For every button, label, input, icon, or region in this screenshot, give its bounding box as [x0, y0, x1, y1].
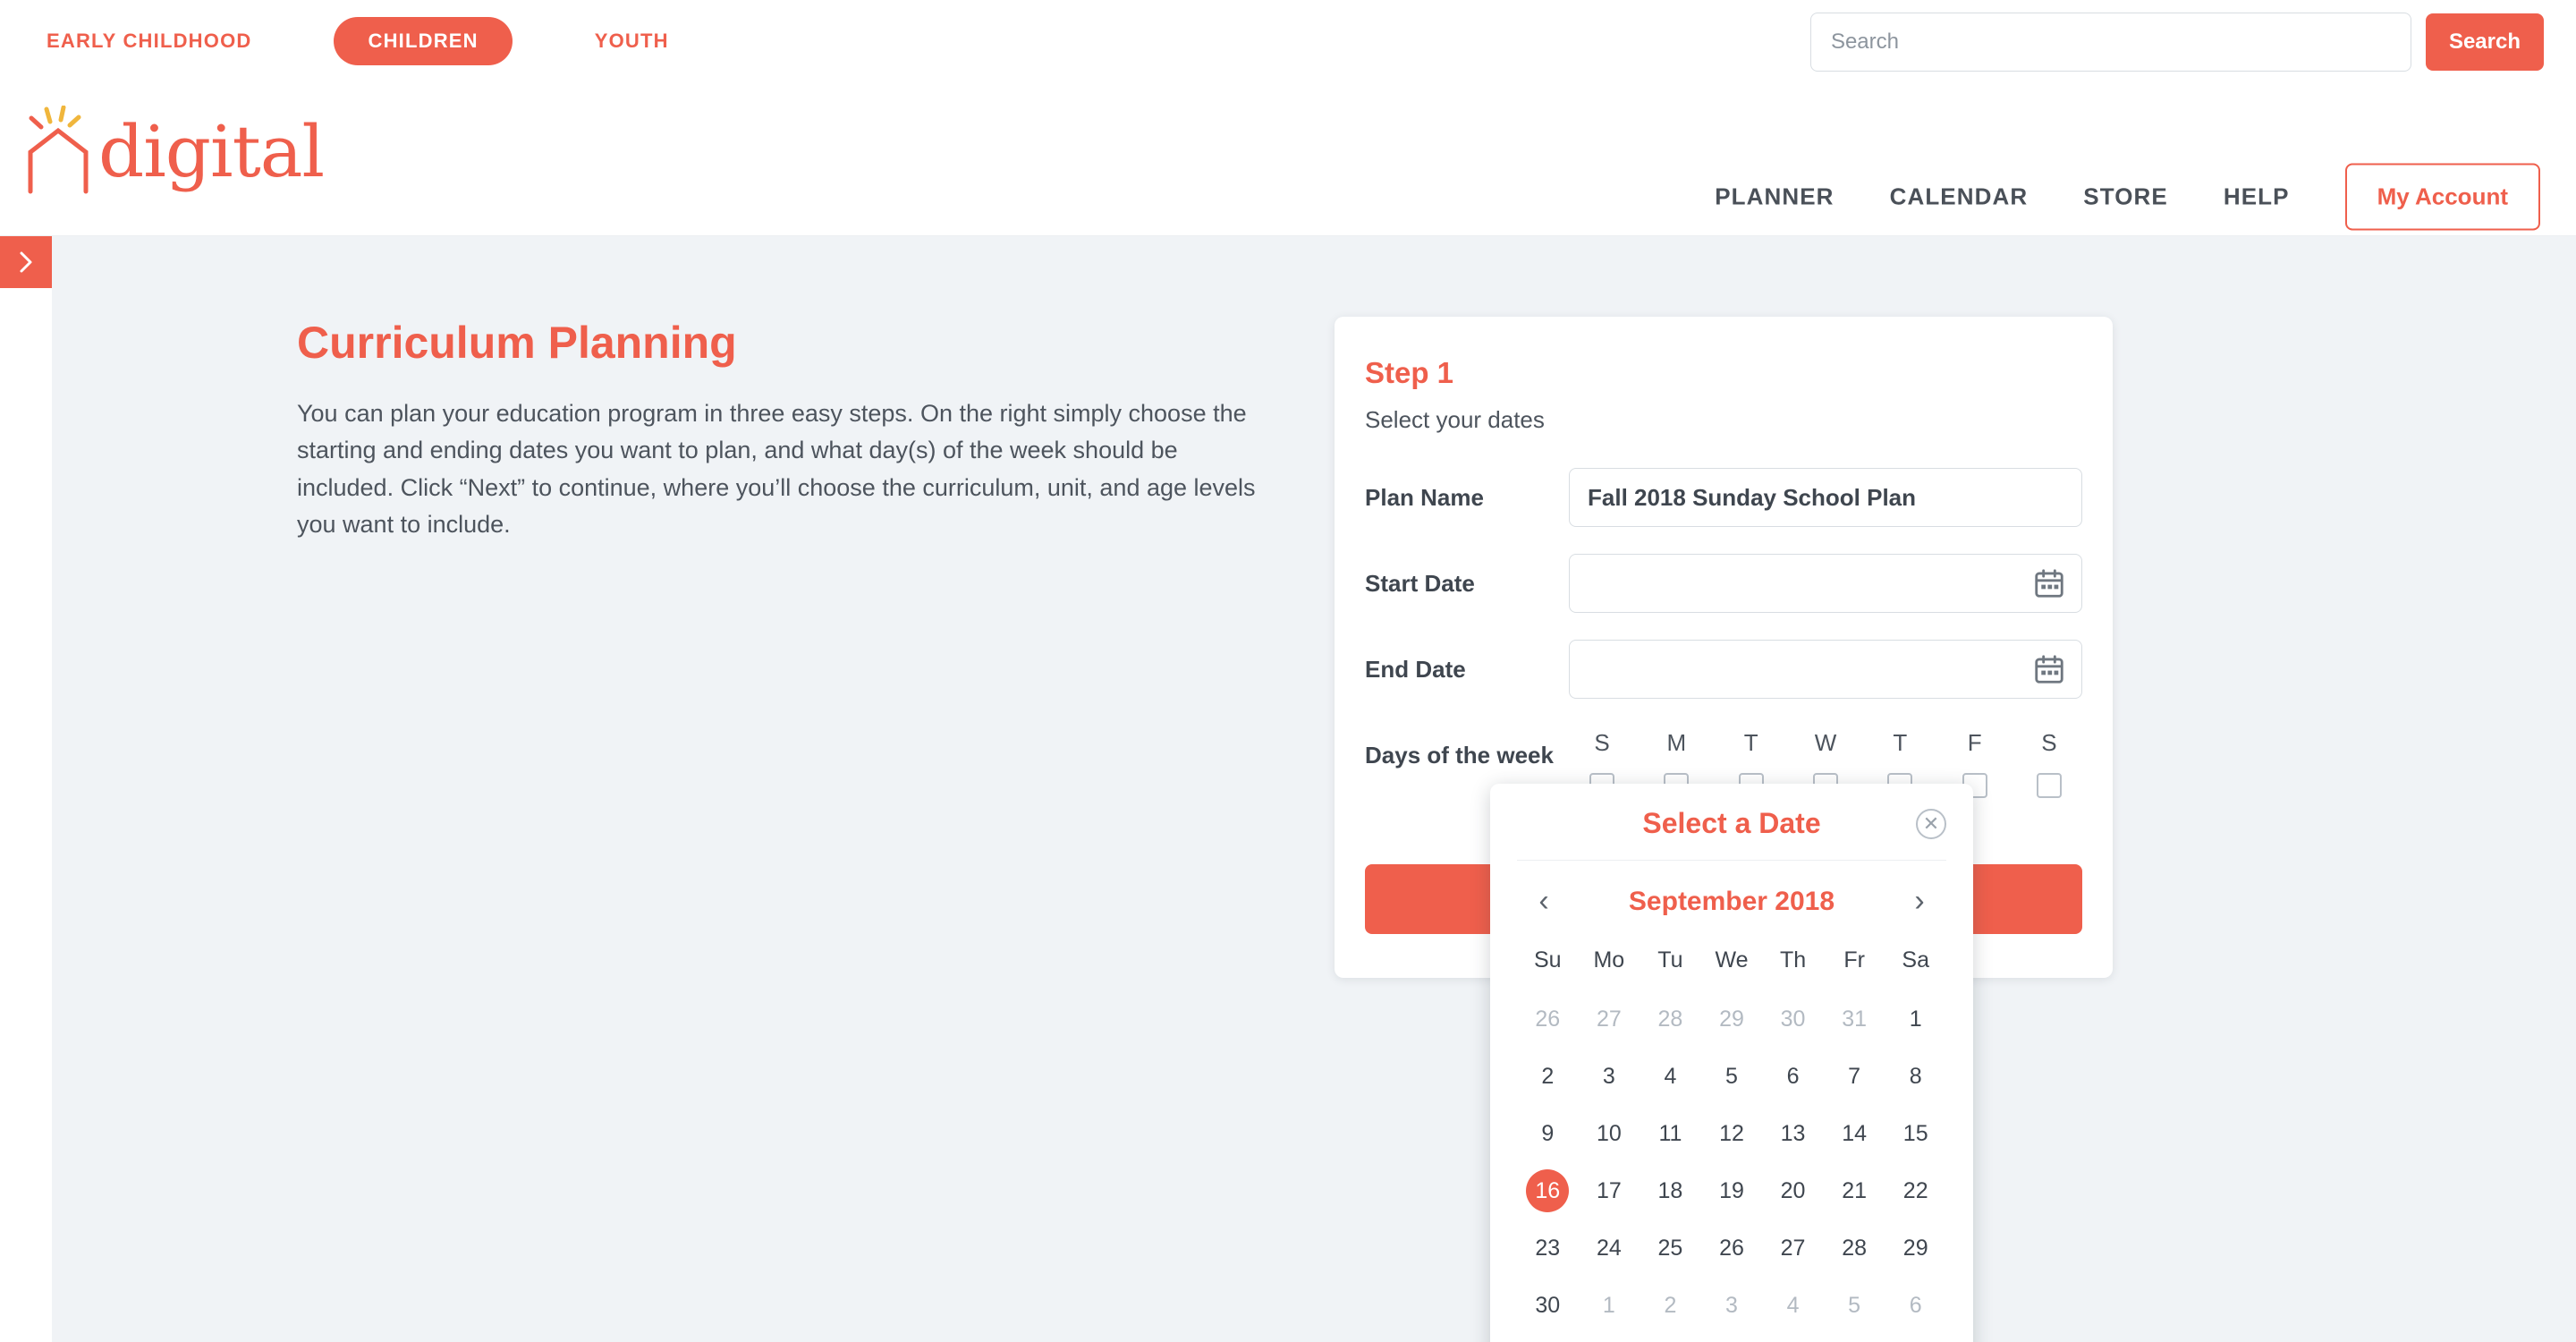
- house-logo-icon: [23, 106, 93, 199]
- end-date-label: End Date: [1365, 656, 1466, 683]
- day-cell-saturday: [2016, 729, 2082, 798]
- start-date-label: Start Date: [1365, 570, 1475, 597]
- logo-wordmark: digital: [98, 110, 325, 193]
- calendar-day[interactable]: 27: [1780, 1236, 1806, 1261]
- day-letter: T: [1893, 729, 1908, 756]
- calendar-day[interactable]: 25: [1657, 1236, 1683, 1261]
- calendar-day[interactable]: 17: [1596, 1178, 1622, 1203]
- calendar-day[interactable]: 30: [1535, 1293, 1561, 1318]
- calendar-day[interactable]: 20: [1780, 1178, 1806, 1203]
- calendar-day[interactable]: 15: [1902, 1121, 1928, 1146]
- date-picker-header: [1517, 807, 1946, 861]
- day-letter: T: [1743, 729, 1758, 756]
- calendar-day[interactable]: 29: [1902, 1236, 1928, 1261]
- weekday-label: We: [1715, 947, 1749, 973]
- calendar-day[interactable]: 1: [1602, 1293, 1615, 1318]
- side-rail: [0, 236, 52, 1342]
- calendar-day[interactable]: 4: [1664, 1064, 1677, 1089]
- calendar-grid: [1517, 939, 1946, 1329]
- date-picker-title: Select a Date: [1642, 807, 1821, 839]
- calendar-day[interactable]: 2: [1664, 1293, 1677, 1318]
- calendar-day[interactable]: 19: [1719, 1178, 1744, 1203]
- month-navigation: [1517, 861, 1946, 939]
- search-button[interactable]: Search: [2426, 13, 2544, 71]
- weekday-label: Su: [1533, 947, 1562, 973]
- site-header: [0, 82, 2576, 236]
- calendar-day[interactable]: 14: [1842, 1121, 1868, 1146]
- day-letter: S: [1594, 729, 1610, 756]
- calendar-day[interactable]: 9: [1541, 1121, 1555, 1146]
- nav-item-calendar[interactable]: CALENDAR: [1889, 183, 2029, 210]
- start-date-input[interactable]: [1569, 554, 2082, 613]
- calendar-day[interactable]: 6: [1909, 1293, 1922, 1318]
- nav-item-help[interactable]: HELP: [2223, 183, 2290, 210]
- calendar-day[interactable]: 28: [1842, 1236, 1868, 1261]
- day-checkbox-saturday[interactable]: [2037, 773, 2062, 798]
- search-area: [1810, 13, 2544, 72]
- close-circle-icon[interactable]: ✕: [1916, 809, 1946, 839]
- calendar-day[interactable]: 23: [1535, 1236, 1561, 1261]
- calendar-day[interactable]: 13: [1780, 1121, 1806, 1146]
- step-title: Step 1: [1365, 356, 1454, 389]
- day-letter: W: [1814, 729, 1837, 756]
- calendar-day[interactable]: 5: [1725, 1064, 1738, 1089]
- date-picker-popover: [1490, 784, 1973, 1342]
- audience-tab-early-childhood[interactable]: EARLY CHILDHOOD: [47, 30, 252, 52]
- calendar-day[interactable]: 1: [1909, 1007, 1922, 1032]
- calendar-day[interactable]: 18: [1657, 1178, 1683, 1203]
- day-letter: S: [2041, 729, 2057, 756]
- audience-nav: [0, 17, 669, 65]
- weekday-label: Mo: [1593, 947, 1625, 973]
- calendar-day[interactable]: 4: [1786, 1293, 1800, 1318]
- end-date-row: [1365, 640, 2082, 699]
- calendar-day[interactable]: 28: [1657, 1007, 1683, 1032]
- calendar-day[interactable]: 29: [1719, 1007, 1744, 1032]
- calendar-day[interactable]: 27: [1596, 1007, 1622, 1032]
- day-letter: M: [1666, 729, 1687, 756]
- page-title: Curriculum Planning: [297, 318, 737, 368]
- calendar-day[interactable]: 12: [1719, 1121, 1744, 1146]
- days-of-week-label: Days of the week: [1365, 742, 1554, 769]
- calendar-day[interactable]: 7: [1848, 1064, 1861, 1089]
- calendar-day[interactable]: 26: [1719, 1236, 1744, 1261]
- calendar-icon[interactable]: [2032, 566, 2066, 600]
- search-input[interactable]: [1810, 13, 2411, 72]
- calendar-day[interactable]: 3: [1725, 1293, 1738, 1318]
- calendar-day-selected[interactable]: 16: [1517, 1167, 1579, 1215]
- calendar-day[interactable]: 30: [1780, 1007, 1806, 1032]
- plan-name-row: [1365, 468, 2082, 527]
- audience-tab-children[interactable]: CHILDREN: [334, 17, 512, 65]
- weekday-label: Tu: [1657, 947, 1683, 973]
- end-date-input[interactable]: [1569, 640, 2082, 699]
- start-date-row: [1365, 554, 2082, 613]
- calendar-day[interactable]: 2: [1541, 1064, 1555, 1089]
- main-nav: [1715, 164, 2540, 231]
- calendar-day[interactable]: 11: [1658, 1121, 1682, 1146]
- calendar-day[interactable]: 31: [1842, 1007, 1868, 1032]
- day-letter: F: [1967, 729, 1982, 756]
- chevron-left-icon[interactable]: ‹: [1538, 884, 1549, 918]
- step-subtitle: Select your dates: [1365, 406, 1545, 433]
- weekday-label: Th: [1779, 947, 1807, 973]
- page-body: [0, 236, 2576, 1342]
- calendar-day[interactable]: 22: [1902, 1178, 1928, 1203]
- plan-name-input[interactable]: [1569, 468, 2082, 527]
- calendar-icon[interactable]: [2032, 652, 2066, 686]
- chevron-right-icon[interactable]: ›: [1914, 884, 1925, 918]
- audience-tab-youth[interactable]: YOUTH: [594, 30, 669, 52]
- calendar-day[interactable]: 21: [1842, 1178, 1868, 1203]
- top-utility-bar: [0, 0, 2576, 82]
- page-description: You can plan your education program in three easy steps. On the right simply choose the starting and ending dates you want to plan, and what day(s) of the week should be included. Click “Next” to continue, where you’ll choose the curriculum, unit, and age levels you want to include.: [297, 400, 1256, 538]
- my-account-button[interactable]: My Account: [2345, 164, 2540, 231]
- plan-name-label: Plan Name: [1365, 484, 1484, 511]
- nav-item-planner[interactable]: PLANNER: [1715, 183, 1835, 210]
- sidebar-toggle-chevron-right-icon[interactable]: [0, 236, 52, 288]
- intro-column: [297, 317, 1317, 543]
- calendar-day[interactable]: 6: [1786, 1064, 1800, 1089]
- month-label: September 2018: [1628, 886, 1835, 916]
- calendar-day[interactable]: 5: [1848, 1293, 1861, 1318]
- weekday-label: Fr: [1843, 947, 1865, 973]
- weekday-label: Sa: [1902, 947, 1929, 973]
- site-logo[interactable]: [23, 106, 324, 199]
- calendar-day[interactable]: 26: [1535, 1007, 1561, 1032]
- nav-item-store[interactable]: STORE: [2083, 183, 2168, 210]
- calendar-day[interactable]: 8: [1909, 1064, 1922, 1089]
- calendar-day[interactable]: 10: [1596, 1121, 1622, 1146]
- calendar-day[interactable]: 24: [1596, 1236, 1622, 1261]
- calendar-day[interactable]: 3: [1602, 1064, 1615, 1089]
